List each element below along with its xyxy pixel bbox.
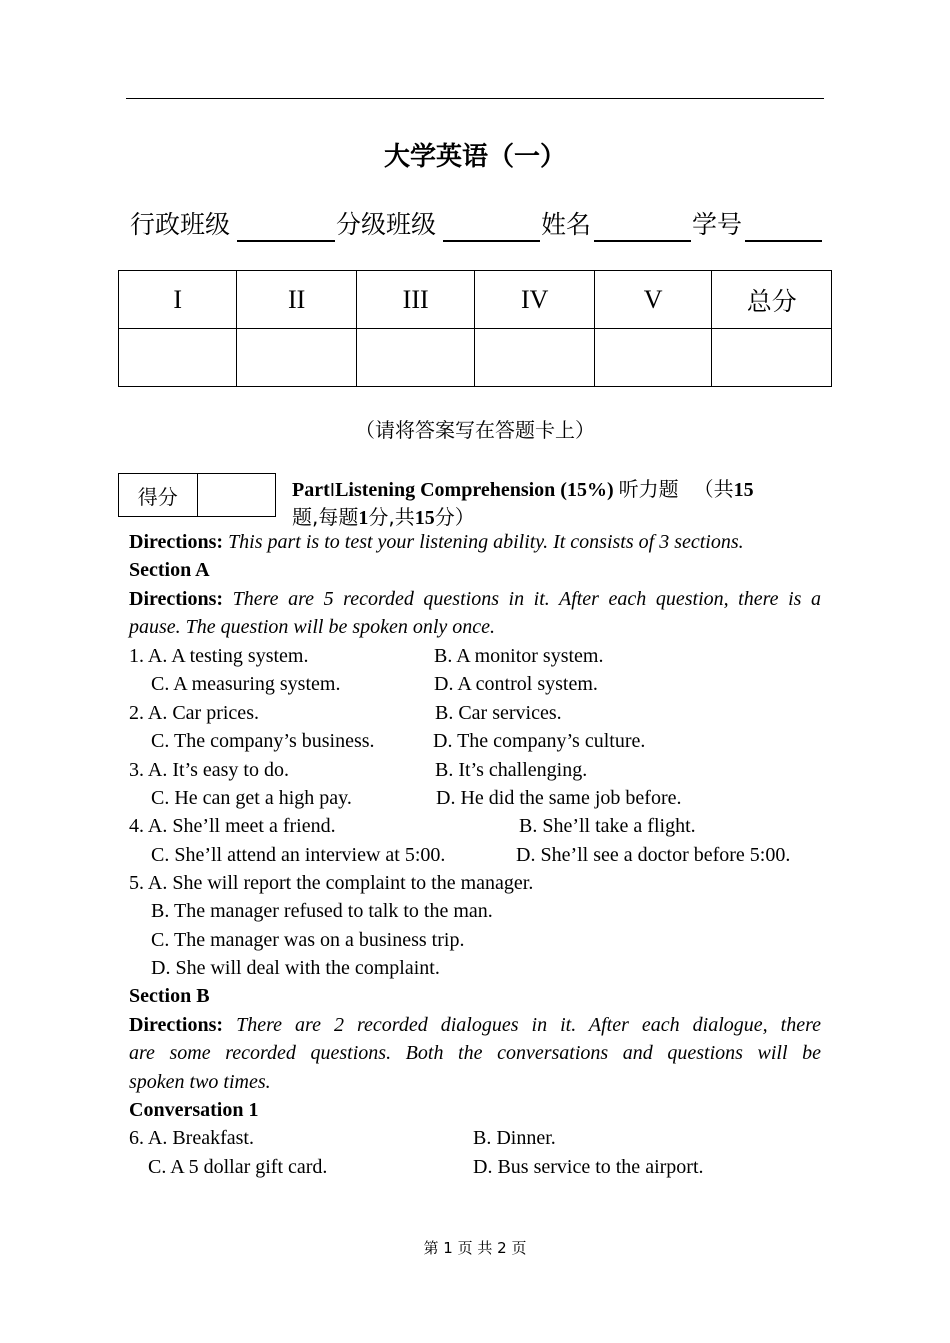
q4-option-a: 4. A. She’ll meet a friend. <box>129 815 336 837</box>
scoring-per: 1 <box>358 507 369 529</box>
scoring-text-c: 分） <box>434 505 475 529</box>
q3-option-a: 3. A. It’s easy to do. <box>129 759 289 781</box>
score-cell <box>356 329 475 387</box>
q2-option-b: B. Car services. <box>435 702 562 724</box>
part1-scoring <box>292 501 475 530</box>
score-box-blank <box>197 474 275 517</box>
q5-option-b: B. The manager refused to talk to the man. <box>151 900 493 922</box>
q2-option-d: D. The company’s culture. <box>433 730 646 752</box>
directions-text: There are 2 recorded dialogues in it. After each dialogue, there <box>236 1014 822 1036</box>
exam-title: 大学英语（一） <box>383 142 566 172</box>
q4-option-d: D. She’ll see a doctor before 5:00. <box>516 844 791 866</box>
section-b-directions-2: are some recorded questions. Both the conversations and questions will be <box>129 1042 821 1064</box>
q5-option-a: 5. A. She will report the complaint to the manager. <box>129 872 534 894</box>
directions-text: This part is to test your listening ability. It consists of 3 sections. <box>228 531 744 553</box>
q3-option-c: C. He can get a high pay. <box>151 787 352 809</box>
score-header-total: 总分 <box>712 271 832 329</box>
q6-option-c: C. A 5 dollar gift card. <box>148 1156 328 1178</box>
scoring-text-a: 题,每题 <box>292 505 359 529</box>
scoring-text-b: 分,共 <box>368 505 415 529</box>
answer-note: （请将答案写在答题卡上） <box>355 418 595 442</box>
section-b-directions-3: spoken two times. <box>129 1071 271 1093</box>
q6-option-a: 6. A. Breakfast. <box>129 1127 254 1149</box>
q1-option-c: C. A measuring system. <box>151 673 341 695</box>
scoring-total: 15 <box>414 507 435 529</box>
q3-option-d: D. He did the same job before. <box>436 787 682 809</box>
q1-option-d: D. A control system. <box>434 673 598 695</box>
part1-heading <box>292 473 754 502</box>
score-header-5: V <box>594 271 711 329</box>
directions-label: Directions: <box>129 531 224 553</box>
q1-option-a: 1. A. A testing system. <box>129 645 309 667</box>
q5-option-d: D. She will deal with the complaint. <box>151 957 440 979</box>
part-numeral: Ⅰ <box>329 480 336 501</box>
section-b-title: Section B <box>129 985 210 1007</box>
q5-option-c: C. The manager was on a business trip. <box>151 929 465 951</box>
part-count: 15 <box>733 479 754 501</box>
score-table <box>118 270 832 387</box>
q2-option-c: C. The company’s business. <box>151 730 375 752</box>
score-cell <box>475 329 595 387</box>
part-paren: （共 <box>693 477 734 501</box>
score-cell <box>594 329 711 387</box>
part-cn: 听力题 <box>618 477 679 501</box>
q6-option-d: D. Bus service to the airport. <box>473 1156 704 1178</box>
blank-class-level <box>443 240 540 242</box>
section-a-title: Section A <box>129 559 210 581</box>
part-title: Listening Comprehension (15%) <box>335 479 614 501</box>
directions-text: There are 5 recorded questions in it. After each question, there is a <box>232 588 821 610</box>
score-cell <box>119 329 237 387</box>
label-student-id: 学号 <box>692 210 743 239</box>
q4-option-b: B. She’ll take a flight. <box>519 815 696 837</box>
blank-student-id <box>745 240 822 242</box>
score-header-1: I <box>119 271 237 329</box>
q4-option-c: C. She’ll attend an interview at 5:00. <box>151 844 446 866</box>
section-a-directions-2: pause. The question will be spoken only once. <box>129 616 496 638</box>
label-name: 姓名 <box>541 210 592 239</box>
label-class-level: 分级班级 <box>336 210 437 239</box>
section-b-directions-1 <box>129 1014 821 1037</box>
score-cell <box>712 329 832 387</box>
conversation-1-title: Conversation 1 <box>129 1099 259 1121</box>
section-a-directions-1 <box>129 588 821 611</box>
score-box-label: 得分 <box>119 474 198 517</box>
score-header-4: IV <box>475 271 595 329</box>
score-header-3: III <box>356 271 475 329</box>
directions-label: Directions: <box>129 588 224 610</box>
q2-option-a: 2. A. Car prices. <box>129 702 259 724</box>
page-footer: 第 1 页 共 2 页 <box>423 1239 527 1257</box>
blank-name <box>594 240 691 242</box>
directions-label: Directions: <box>129 1014 224 1036</box>
score-header-2: II <box>237 271 356 329</box>
top-rule <box>126 98 824 99</box>
q6-option-b: B. Dinner. <box>473 1127 556 1149</box>
blank-class-admin <box>237 240 335 242</box>
part-directions <box>129 531 744 554</box>
score-cell <box>237 329 356 387</box>
part-word: Part <box>292 479 330 501</box>
q1-option-b: B. A monitor system. <box>434 645 604 667</box>
label-class-admin: 行政班级 <box>130 210 231 239</box>
score-box <box>118 473 276 517</box>
q3-option-b: B. It’s challenging. <box>435 759 588 781</box>
